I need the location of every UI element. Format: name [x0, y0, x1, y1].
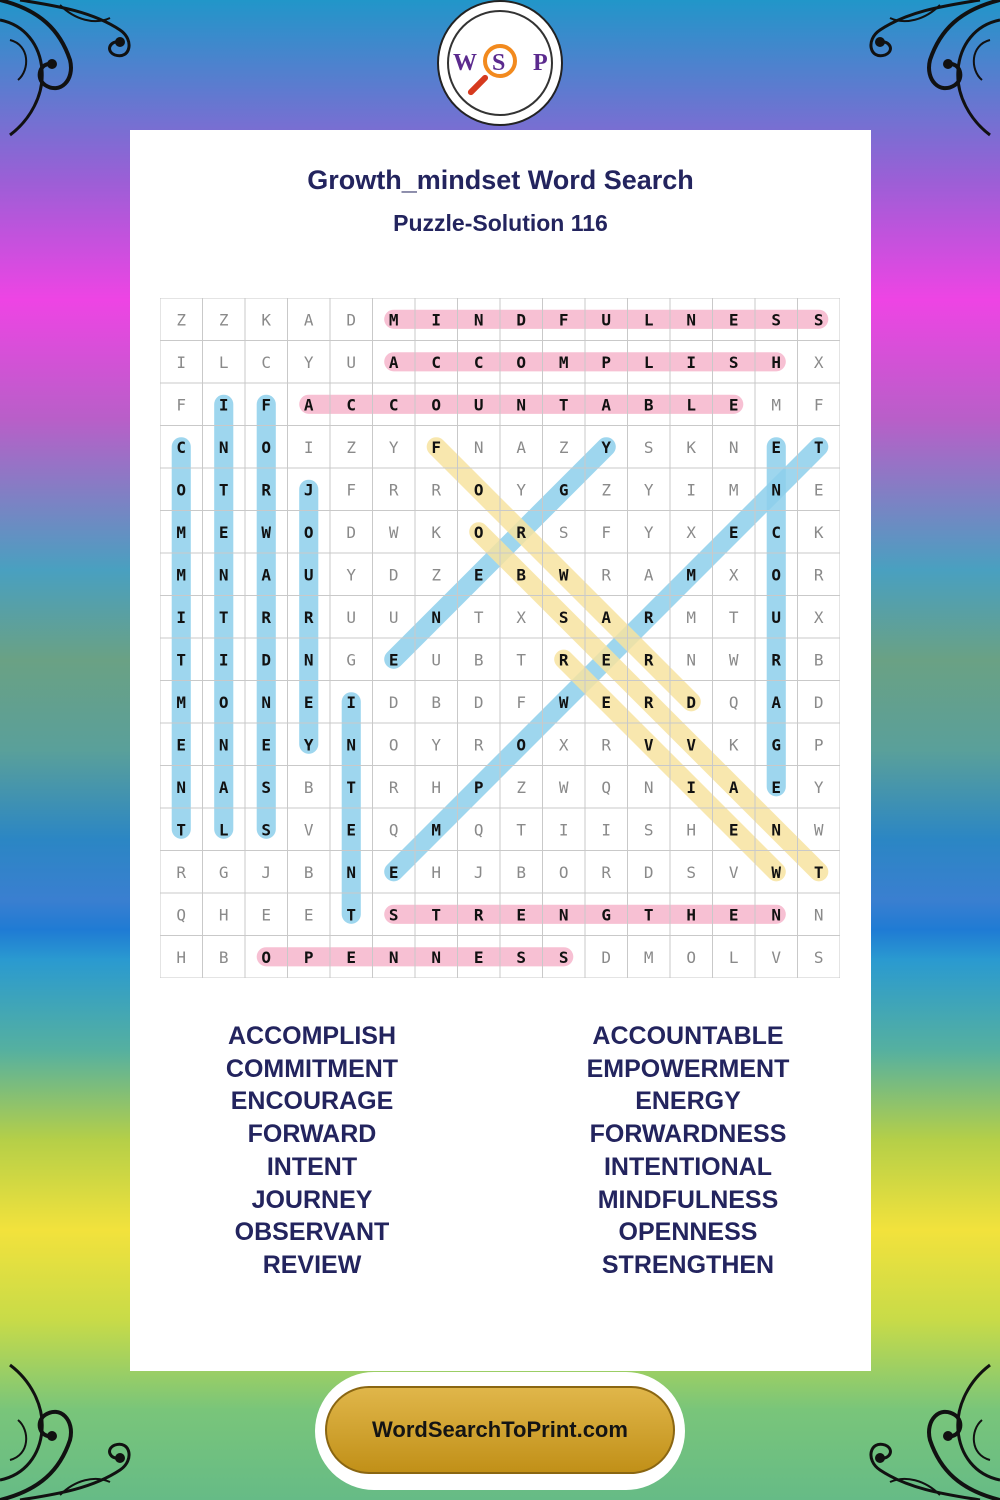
grid-letter: E — [601, 650, 612, 670]
grid-letter: F — [431, 437, 442, 457]
grid-letter: M — [686, 565, 697, 585]
grid-letter: S — [261, 820, 272, 840]
grid-letter: W — [558, 692, 569, 712]
grid-letter: H — [218, 905, 229, 925]
grid-letter: R — [601, 565, 612, 585]
grid-letter: H — [176, 947, 187, 967]
grid-letter: Q — [473, 820, 484, 840]
grid-letter: C — [771, 522, 782, 542]
grid-letter: V — [643, 735, 654, 755]
grid-letter: D — [686, 692, 697, 712]
grid-letter: B — [218, 947, 229, 967]
grid-letter: E — [346, 947, 357, 967]
grid-letter: N — [558, 905, 569, 925]
grid-letter: N — [686, 310, 697, 330]
word-list-item: ACCOUNTABLE — [592, 1022, 784, 1050]
grid-letter: T — [346, 777, 357, 797]
grid-letter: F — [813, 395, 824, 415]
grid-letter: N — [473, 437, 484, 457]
grid-letter: D — [346, 310, 357, 330]
grid-letter: E — [771, 777, 782, 797]
grid-letter: Y — [388, 437, 399, 457]
grid-letter: E — [728, 522, 739, 542]
grid-letter: A — [303, 395, 314, 415]
grid-letter: A — [601, 395, 612, 415]
grid-letter: M — [431, 820, 442, 840]
grid-letter: Z — [516, 777, 527, 797]
grid-letter: N — [771, 905, 782, 925]
grid-letter: S — [643, 437, 654, 457]
grid-letter: S — [813, 310, 824, 330]
grid-letter: F — [176, 395, 187, 415]
grid-letter: T — [218, 607, 229, 627]
grid-letter: T — [431, 905, 442, 925]
grid-letter: W — [261, 522, 272, 542]
grid-letter: W — [558, 777, 569, 797]
grid-letter: B — [516, 565, 527, 585]
grid-letter: V — [303, 820, 314, 840]
corner-ornament — [850, 0, 1000, 150]
grid-letter: D — [261, 650, 272, 670]
grid-letter: G — [771, 735, 782, 755]
grid-letter: E — [176, 735, 187, 755]
grid-letter: I — [558, 820, 569, 840]
grid-letter: K — [686, 437, 697, 457]
grid-letter: Q — [728, 692, 739, 712]
grid-letter: R — [601, 862, 612, 882]
word-list-item: OPENNESS — [618, 1218, 758, 1247]
grid-letter: Q — [601, 777, 612, 797]
grid-letter: Y — [303, 735, 314, 755]
grid-letter: N — [218, 735, 229, 755]
grid-letter: E — [303, 692, 314, 712]
grid-letter: R — [601, 735, 612, 755]
grid-letter: M — [643, 947, 654, 967]
grid-letter: I — [176, 352, 187, 372]
grid-letter: Y — [643, 480, 654, 500]
grid-letter: B — [813, 650, 824, 670]
grid-letter: S — [643, 820, 654, 840]
grid-letter: C — [473, 352, 484, 372]
grid-letter: A — [643, 565, 654, 585]
grid-letter: R — [303, 607, 314, 627]
grid-letter: H — [431, 862, 442, 882]
grid-letter: H — [686, 905, 697, 925]
grid-letter: C — [388, 395, 399, 415]
grid-letter: T — [346, 905, 357, 925]
grid-letter: A — [261, 565, 272, 585]
grid-letter: N — [303, 650, 314, 670]
grid-letter: O — [218, 692, 229, 712]
grid-letter: F — [601, 522, 612, 542]
grid-letter: N — [218, 565, 229, 585]
puzzle-sheet — [130, 130, 871, 1371]
grid-letter: D — [388, 692, 399, 712]
grid-letter: U — [346, 607, 357, 627]
grid-letter: I — [601, 820, 612, 840]
grid-letter: J — [303, 480, 314, 500]
ornament-icon — [850, 1350, 1000, 1500]
grid-letter: R — [558, 650, 569, 670]
grid-letter: V — [771, 947, 782, 967]
grid-letter: M — [388, 310, 399, 330]
ornament-icon — [0, 0, 150, 150]
grid-letter: Q — [388, 820, 399, 840]
grid-letter: W — [558, 565, 569, 585]
grid-letter: L — [643, 352, 654, 372]
grid-letter: N — [346, 862, 357, 882]
grid-letter: W — [388, 522, 399, 542]
word-list-item: ACCOMPLISH — [227, 1022, 397, 1050]
grid-letter: Z — [346, 437, 357, 457]
grid-letter: S — [771, 310, 782, 330]
grid-letter: F — [261, 395, 272, 415]
grid-letter: O — [771, 565, 782, 585]
grid-letter: X — [558, 735, 569, 755]
grid-letter: Q — [176, 905, 187, 925]
word-list-item: INTENTIONAL — [603, 1152, 773, 1181]
grid-letter: W — [771, 862, 782, 882]
grid-letter: K — [261, 310, 272, 330]
word-list-item: STRENGTHEN — [601, 1250, 775, 1279]
word-search-grid — [160, 298, 840, 978]
grid-letter: T — [516, 820, 527, 840]
grid-letter: R — [473, 735, 484, 755]
grid-letter: Y — [813, 777, 824, 797]
grid-letter: A — [516, 437, 527, 457]
grid-letter: D — [388, 565, 399, 585]
grid-letter: A — [218, 777, 229, 797]
grid-letter: N — [431, 947, 442, 967]
grid-letter: S — [388, 905, 399, 925]
word-list-item: OBSERVANT — [234, 1218, 390, 1247]
grid-letter: S — [813, 947, 824, 967]
word-list-item: MINDFULNESS — [597, 1185, 779, 1214]
grid-letter: P — [473, 777, 484, 797]
grid-letter: E — [516, 905, 527, 925]
logo-letter-w: W — [453, 50, 477, 76]
grid-letter: U — [771, 607, 782, 627]
grid-letter: G — [601, 905, 612, 925]
grid-letter: M — [176, 522, 187, 542]
grid-letter: L — [728, 947, 739, 967]
grid-letter: D — [346, 522, 357, 542]
grid-letter: J — [261, 862, 272, 882]
grid-letter: I — [686, 777, 697, 797]
grid-letter: L — [218, 352, 229, 372]
grid-letter: Z — [558, 437, 569, 457]
word-list-item: ENCOURAGE — [230, 1087, 394, 1116]
grid-letter: V — [728, 862, 739, 882]
grid-letter: D — [643, 862, 654, 882]
grid-letter: E — [388, 862, 399, 882]
grid-letter: L — [218, 820, 229, 840]
grid-letter: I — [346, 692, 357, 712]
grid-letter: E — [261, 905, 272, 925]
word-list-item: ENERGY — [635, 1087, 741, 1116]
grid-letter: T — [176, 820, 187, 840]
grid-letter: N — [771, 480, 782, 500]
grid-letter: O — [388, 735, 399, 755]
word-list-right — [558, 1020, 818, 1282]
grid-letter: C — [346, 395, 357, 415]
corner-ornament — [850, 1350, 1000, 1500]
word-list-item: EMPOWERMENT — [586, 1054, 790, 1083]
grid-letter: X — [813, 352, 824, 372]
grid-letter: K — [728, 735, 739, 755]
grid-letter: P — [601, 352, 612, 372]
grid-letter: I — [431, 310, 442, 330]
grid-letter: E — [473, 565, 484, 585]
grid-letter: F — [516, 692, 527, 712]
grid-letter: N — [728, 437, 739, 457]
page-title: Growth_mindset Word Search — [307, 165, 694, 195]
grid-letter: C — [261, 352, 272, 372]
grid-letter: U — [346, 352, 357, 372]
grid-letter: C — [176, 437, 187, 457]
corner-ornament — [0, 1350, 150, 1500]
grid-letter: O — [473, 522, 484, 542]
word-list-item: REVIEW — [262, 1250, 362, 1279]
grid-letter: N — [643, 777, 654, 797]
grid-letter: Y — [346, 565, 357, 585]
grid-letter: Y — [643, 522, 654, 542]
grid-letter: M — [771, 395, 782, 415]
logo-letter-s: S — [492, 50, 506, 76]
site-badge[interactable] — [315, 1372, 685, 1490]
grid-letter: M — [176, 565, 187, 585]
grid-letter: N — [176, 777, 187, 797]
grid-letter: Y — [601, 437, 612, 457]
grid-letter: R — [431, 480, 442, 500]
grid-letter: E — [303, 905, 314, 925]
grid-letter: O — [176, 480, 187, 500]
grid-letter: H — [771, 352, 782, 372]
grid-letter: V — [686, 735, 697, 755]
grid-letter: Z — [218, 310, 229, 330]
grid-letter: T — [218, 480, 229, 500]
grid-letter: A — [303, 310, 314, 330]
grid-letter: R — [388, 777, 399, 797]
grid-letter: W — [728, 650, 739, 670]
grid-letter: Z — [176, 310, 187, 330]
grid-letter: O — [516, 352, 527, 372]
grid-letter: S — [686, 862, 697, 882]
grid-letter: P — [303, 947, 314, 967]
grid-letter: G — [346, 650, 357, 670]
grid-letter: A — [601, 607, 612, 627]
page-subtitle: Puzzle-Solution 116 — [393, 210, 608, 236]
grid-letter: R — [813, 565, 824, 585]
grid-letter: O — [473, 480, 484, 500]
grid-letter: O — [261, 947, 272, 967]
word-list-left — [192, 1020, 432, 1282]
grid-letter: U — [601, 310, 612, 330]
word-list-item: JOURNEY — [251, 1185, 373, 1214]
grid-letter: E — [728, 820, 739, 840]
grid-letter: I — [218, 650, 229, 670]
grid-letter: B — [303, 777, 314, 797]
grid-letter: S — [516, 947, 527, 967]
grid-letter: S — [558, 607, 569, 627]
grid-letter: O — [431, 395, 442, 415]
grid-letter: C — [431, 352, 442, 372]
grid-letter: U — [388, 607, 399, 627]
grid-letter: T — [176, 650, 187, 670]
grid-letter: D — [601, 947, 612, 967]
grid-letter: E — [728, 905, 739, 925]
grid-letter: O — [261, 437, 272, 457]
grid-letter: R — [643, 607, 654, 627]
grid-letter: A — [728, 777, 739, 797]
grid-letter: N — [218, 437, 229, 457]
grid-letter: R — [643, 650, 654, 670]
grid-letter: N — [771, 820, 782, 840]
grid-letter: I — [686, 480, 697, 500]
grid-letter: E — [388, 650, 399, 670]
grid-letter: Z — [431, 565, 442, 585]
grid-letter: R — [643, 692, 654, 712]
grid-letter: T — [643, 905, 654, 925]
grid-letter: R — [473, 905, 484, 925]
grid-letter: G — [218, 862, 229, 882]
grid-letter: Y — [303, 352, 314, 372]
grid-letter: M — [558, 352, 569, 372]
ornament-icon — [0, 1350, 150, 1500]
grid-letter: N — [431, 607, 442, 627]
grid-letter: B — [643, 395, 654, 415]
grid-letter: R — [176, 862, 187, 882]
grid-letter: U — [431, 650, 442, 670]
grid-letter: T — [728, 607, 739, 627]
grid-letter: O — [686, 947, 697, 967]
grid-letter: X — [516, 607, 527, 627]
grid-letter: R — [261, 607, 272, 627]
grid-letter: N — [346, 735, 357, 755]
grid-letter: I — [686, 352, 697, 372]
grid-letter: J — [473, 862, 484, 882]
grid-letter: T — [813, 862, 824, 882]
grid-letter: E — [218, 522, 229, 542]
grid-letter: F — [346, 480, 357, 500]
grid-letter: O — [516, 735, 527, 755]
grid-letter: E — [261, 735, 272, 755]
grid-letter: M — [176, 692, 187, 712]
grid-letter: E — [473, 947, 484, 967]
grid-letter: I — [303, 437, 314, 457]
grid-letter: X — [686, 522, 697, 542]
word-list-item: FORWARDNESS — [589, 1120, 787, 1149]
grid-letter: D — [813, 692, 824, 712]
grid-letter: Z — [601, 480, 612, 500]
word-list-item: INTENT — [266, 1152, 358, 1181]
grid-letter: N — [388, 947, 399, 967]
grid-letter: O — [303, 522, 314, 542]
grid-letter: U — [303, 565, 314, 585]
grid-letter: E — [771, 437, 782, 457]
grid-letter: B — [431, 692, 442, 712]
grid-letter: S — [728, 352, 739, 372]
grid-letter: T — [813, 437, 824, 457]
grid-letter: D — [516, 310, 527, 330]
grid-letter: T — [473, 607, 484, 627]
grid-letter: T — [558, 395, 569, 415]
grid-letter: U — [473, 395, 484, 415]
grid-letter: H — [431, 777, 442, 797]
grid-letter: T — [516, 650, 527, 670]
grid-letter: I — [176, 607, 187, 627]
grid-letter: M — [686, 607, 697, 627]
grid-letter: E — [346, 820, 357, 840]
grid-letter: N — [261, 692, 272, 712]
grid-letter: R — [771, 650, 782, 670]
grid-letter: M — [728, 480, 739, 500]
site-link[interactable]: WordSearchToPrint.com — [325, 1386, 675, 1474]
grid-letter: L — [643, 310, 654, 330]
grid-letter: O — [558, 862, 569, 882]
grid-letter: S — [558, 947, 569, 967]
grid-letter: I — [218, 395, 229, 415]
grid-letter: S — [558, 522, 569, 542]
grid-letter: R — [261, 480, 272, 500]
grid-letter: H — [686, 820, 697, 840]
logo-letter-p: P — [533, 50, 548, 76]
grid-letter: X — [813, 607, 824, 627]
grid-letter: G — [558, 480, 569, 500]
grid-letter: K — [431, 522, 442, 542]
grid-letter: Y — [516, 480, 527, 500]
grid-canvas — [160, 298, 840, 978]
grid-letter: B — [303, 862, 314, 882]
ornament-icon — [850, 0, 1000, 150]
grid-letter: B — [473, 650, 484, 670]
wsp-logo[interactable] — [437, 0, 563, 126]
grid-letter: R — [516, 522, 527, 542]
word-list-item: COMMITMENT — [225, 1054, 399, 1083]
grid-letter: N — [473, 310, 484, 330]
grid-letter: K — [813, 522, 824, 542]
grid-letter: D — [473, 692, 484, 712]
grid-letter: E — [728, 310, 739, 330]
grid-letter: S — [261, 777, 272, 797]
grid-letter: R — [388, 480, 399, 500]
grid-letter: B — [516, 862, 527, 882]
grid-letter: E — [728, 395, 739, 415]
grid-letter: E — [601, 692, 612, 712]
grid-letter: L — [686, 395, 697, 415]
word-list-item: FORWARD — [247, 1120, 377, 1149]
grid-letter: Y — [431, 735, 442, 755]
grid-letter: N — [686, 650, 697, 670]
grid-letter: W — [813, 820, 824, 840]
grid-letter: A — [388, 352, 399, 372]
corner-ornament — [0, 0, 150, 150]
grid-letter: X — [728, 565, 739, 585]
grid-letter: N — [813, 905, 824, 925]
grid-letter: F — [558, 310, 569, 330]
grid-letter: N — [516, 395, 527, 415]
grid-letter: E — [813, 480, 824, 500]
grid-letter: A — [771, 692, 782, 712]
grid-letter: P — [813, 735, 824, 755]
